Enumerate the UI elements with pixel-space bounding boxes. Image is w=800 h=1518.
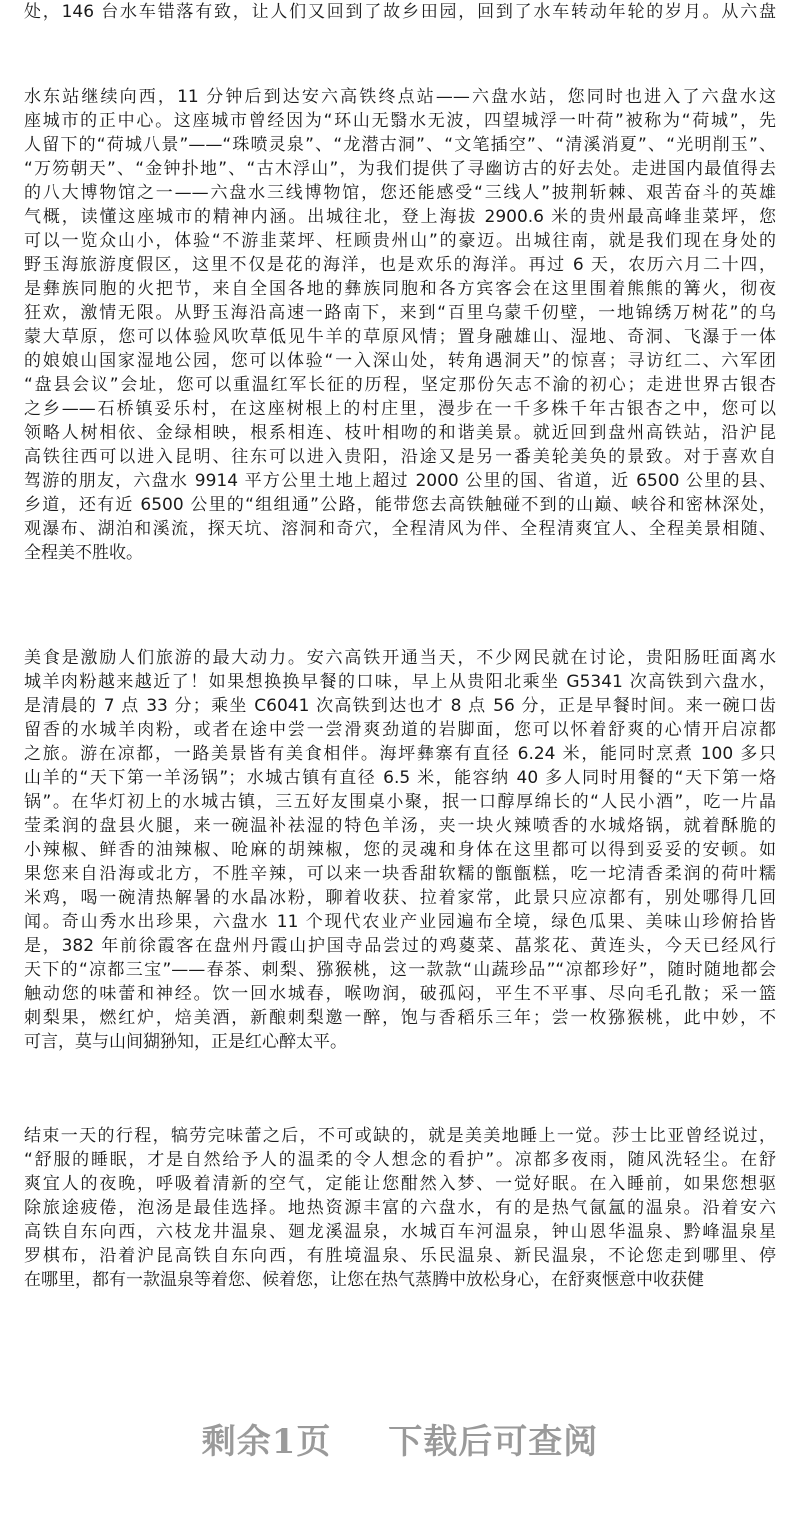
paragraph-2-line: 果您来自沿海或北方，不胜辛辣，可以来一块香甜软糯的甑甑糕，吃一坨清香柔润的荷叶糯: [24, 864, 776, 884]
paragraph-2-line: 是，382 年前徐霞客在盘州丹霞山护国寺品尝过的鸡葼菜、蕌浆花、黄连头，今天已经风行: [24, 936, 776, 956]
paragraph-3-line: 结束一天的行程，犒劳完味蕾之后，不可或缺的，就是美美地睡上一觉。莎士比亚曾经说过，: [24, 1126, 776, 1146]
paragraph-1-line: 全程美不胜收。: [24, 543, 143, 563]
paragraph-1-line: 领略人树相依、金绿相映，根系相连、枝叶相吻的和谐美景。就近回到盘州高铁站，沿沪昆: [24, 423, 776, 443]
fragment-line: 处，146 台水车错落有致，让人们又回到了故乡田园，回到了水车转动年轮的岁月。从六盘: [24, 2, 776, 22]
paragraph-1-line: 驾游的朋友，六盘水 9914 平方公里土地上超过 2000 公里的国、省道，近 6500 公里的县、: [24, 471, 776, 491]
paragraph-1-line: “万笏朝天”、“金钟扑地”、“古木浮山”，为我们提供了寻幽访古的好去处。走进国内最值得去: [24, 159, 776, 179]
paragraph-2-line: 锅”。在华灯初上的水城古镇，三五好友围桌小聚，抿一口醇厚绵长的“人民小酒”，吃一片晶: [24, 792, 776, 812]
paragraph-1-line: 可以一览众山小，体验“不游韭菜坪、枉顾贵州山”的豪迈。出城往南，就是我们现在身处的: [24, 231, 776, 251]
paragraph-2-line: 是清晨的 7 点 33 分；乘坐 C6041 次高铁到达也才 8 点 56 分，正是早餐时间。来一碗口齿: [24, 696, 776, 716]
paragraph-1-line: 狂欢，激情无限。从野玉海沿高速一路南下，来到“百里乌蒙千仞壁，一地锦绣万树花”的乌: [24, 303, 776, 323]
paragraph-2-line: 山羊的“天下第一羊汤锅”；水城古镇有直径 6.5 米，能容纳 40 多人同时用餐的“天下第一烙: [24, 768, 776, 788]
paragraph-1-line: 座城市的正中心。这座城市曾经因为“环山无翳水无波，四望城浮一叶荷”被称为“荷城”，先: [24, 111, 776, 131]
paragraph-1-line: 气概，读懂这座城市的精神内涵。出城往北，登上海拔 2900.6 米的贵州最高峰韭菜坪，您: [24, 207, 776, 227]
paragraph-2-line: 小辣椒、鲜香的油辣椒、呛麻的胡辣椒，您的灵魂和身体在这里都可以得到妥妥的安顿。如: [24, 840, 776, 860]
paragraph-2-line: 触动您的味蕾和神经。饮一回水城春，喉吻润，破孤闷，平生不平事、尽向毛孔散；采一篮: [24, 984, 776, 1004]
paragraph-1-line: 是彝族同胞的火把节，来自全国各地的彝族同胞和各方宾客会在这里围着熊熊的篝火，彻夜: [24, 279, 776, 299]
paragraph-3-line: 除旅途疲倦，泡汤是最佳选择。地热资源丰富的六盘水，有的是热气氤氲的温泉。沿着安六: [24, 1198, 776, 1218]
paragraph-2-line: 刺梨果，燃红炉，焙美酒，新酿刺梨邀一醉，饱与香稻乐三年；尝一枚猕猴桃，此中妙，不: [24, 1008, 776, 1028]
paragraph-1-line: 蒙大草原，您可以体验风吹草低见牛羊的草原风情；置身融雄山、湿地、奇洞、飞瀑于一体: [24, 327, 776, 347]
paragraph-2-line: 城羊肉粉越来越近了！如果想换换早餐的口味，早上从贵阳北乘坐 G5341 次高铁到六盘水，: [24, 672, 776, 692]
paragraph-1-line: 的八大博物馆之一——六盘水三线博物馆，您还能感受“三线人”披荆斩棘、艰苦奋斗的英雄: [24, 183, 776, 203]
paragraph-1-line: 高铁往西可以进入昆明、往东可以进入贵阳，沿途又是另一番美轮美奂的景致。对于喜欢自: [24, 447, 776, 467]
paragraph-3-line: “舒服的睡眠，才是自然给予人的温柔的令人想念的看护”。凉都多夜雨，随风洗轻尘。在舒: [24, 1150, 776, 1170]
paragraph-2-line: 美食是激励人们旅游的最大动力。安六高铁开通当天，不少网民就在讨论，贵阳肠旺面离水: [24, 648, 776, 668]
paragraph-1-line: 乡道，还有近 6500 公里的“组组通”公路，能带您去高铁触碰不到的山巅、峡谷和密林深处，: [24, 495, 776, 515]
paragraph-2-line: 可言，莫与山间猢狲知，正是红心醉太平。: [24, 1032, 347, 1052]
paragraph-2-line: 天下的“凉都三宝”——春茶、刺梨、猕猴桃，这一款款“山蔬珍品”“凉都珍好”，随时随地都会: [24, 960, 776, 980]
paragraph-2-line: 留香的水城羊肉粉，或者在途中尝一尝滑爽劲道的岩脚面，您可以怀着舒爽的心情开启凉都: [24, 720, 776, 740]
paragraph-2-line: 米鸡，喝一碗清热解暑的水晶冰粉，聊着收获、拉着家常，此景只应凉都有，别处哪得几回: [24, 888, 776, 908]
paragraph-3-line: 在哪里，都有一款温泉等着您、候着您，让您在热气蒸腾中放松身心，在舒爽惬意中收获健: [24, 1270, 704, 1290]
remaining-pages-label: 剩余1页: [201, 1422, 332, 1462]
paragraph-3-line: 高铁自东向西，六枝龙井温泉、廻龙溪温泉，水城百车河温泉，钟山恩华温泉、黔峰温泉星: [24, 1222, 776, 1242]
download-to-read-label: 下载后可查阅: [388, 1422, 599, 1462]
paragraph-2-line: 闻。奇山秀水出珍果，六盘水 11 个现代农业产业园遍布全境，绿色瓜果、美味山珍俯拾皆: [24, 912, 776, 932]
remaining-pages-banner[interactable]: [0, 1414, 800, 1463]
paragraph-2-line: 莹柔润的盘县火腿，来一碗温补祛湿的特色羊汤，夹一块火辣喷香的水城烙锅，就着酥脆的: [24, 816, 776, 836]
paragraph-1-line: 之乡——石桥镇妥乐村，在这座树根上的村庄里，漫步在一千多株千年古银杏之中，您可以: [24, 399, 776, 419]
paragraph-1-line: 的娘娘山国家湿地公园，您可以体验“一入深山处，转角遇洞天”的惊喜；寻访红二、六军团: [24, 351, 776, 371]
paragraph-1-line: 水东站继续向西，11 分钟后到达安六高铁终点站——六盘水站，您同时也进入了六盘水这: [24, 87, 776, 107]
paragraph-1-line: 野玉海旅游度假区，这里不仅是花的海洋，也是欢乐的海洋。再过 6 天，农历六月二十四，: [24, 255, 776, 275]
paragraph-3-line: 罗棋布，沿着沪昆高铁自东向西，有胜境温泉、乐民温泉、新民温泉，不论您走到哪里、停: [24, 1246, 776, 1266]
paragraph-3-line: 爽宜人的夜晚，呼吸着清新的空气，定能让您酣然入梦、一觉好眠。在入睡前，如果您想驱: [24, 1174, 776, 1194]
paragraph-1-line: “盘县会议”会址，您可以重温红军长征的历程，坚定那份矢志不渝的初心；走进世界古银杏: [24, 375, 776, 395]
paragraph-2-line: 之旅。游在凉都，一路美景皆有美食相伴。海坪彝寨有直径 6.24 米，能同时烹煮 100 多只: [24, 744, 776, 764]
paragraph-1-line: 人留下的“荷城八景”——“珠喷灵泉”、“龙潜古洞”、“文笔插空”、“清溪消夏”、“光明削玉”、: [24, 135, 776, 155]
paragraph-1-line: 观瀑布、湖泊和溪流，探天坑、溶洞和奇穴，全程清风为伴、全程清爽宜人、全程美景相随、: [24, 519, 776, 539]
